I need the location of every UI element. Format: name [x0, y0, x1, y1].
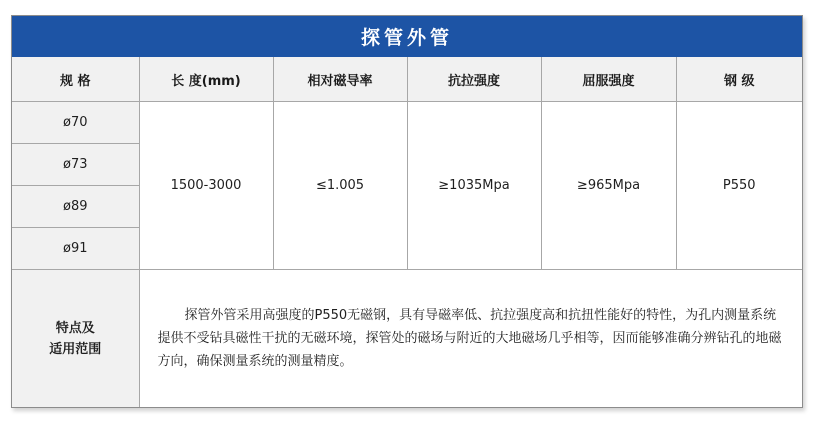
header-tensile-strength: 抗拉强度 — [407, 57, 541, 102]
permeability-value: ≤1.005 — [273, 102, 407, 270]
header-steel-grade: 钢 级 — [676, 57, 802, 102]
features-label — [12, 270, 139, 408]
features-text: 探管外管采用高强度的P550无磁钢，具有导磁率低、抗拉强度高和抗扭性能好的特性，为孔内测量系统提供不受钻具磁性干扰的无磁环境，探管处的磁场与附近的大地磁场几乎相等，因而能够准确分辨钻孔的地磁方向，确保测量系统的测量精度。 — [157, 308, 782, 369]
table-row — [12, 102, 802, 144]
spec-table — [12, 57, 802, 407]
size-cell: ø73 — [12, 144, 139, 186]
header-size: 规 格 — [12, 57, 139, 102]
table-title: 探管外管 — [12, 16, 802, 57]
size-cell: ø89 — [12, 186, 139, 228]
length-value: 1500-3000 — [139, 102, 273, 270]
header-length: 长 度(mm) — [139, 57, 273, 102]
header-permeability: 相对磁导率 — [273, 57, 407, 102]
features-label-line1: 特点及 — [55, 320, 95, 336]
tensile-strength-value: ≥1035Mpa — [407, 102, 541, 270]
yield-strength-value: ≥965Mpa — [541, 102, 676, 270]
steel-grade-value: P550 — [676, 102, 802, 270]
size-cell: ø91 — [12, 228, 139, 270]
header-yield-strength: 屈服强度 — [541, 57, 676, 102]
spec-sheet — [11, 15, 803, 408]
features-description — [139, 270, 802, 408]
features-row — [12, 270, 802, 408]
features-label-line2: 适用范围 — [49, 341, 102, 357]
size-cell: ø70 — [12, 102, 139, 144]
header-row — [12, 57, 802, 102]
